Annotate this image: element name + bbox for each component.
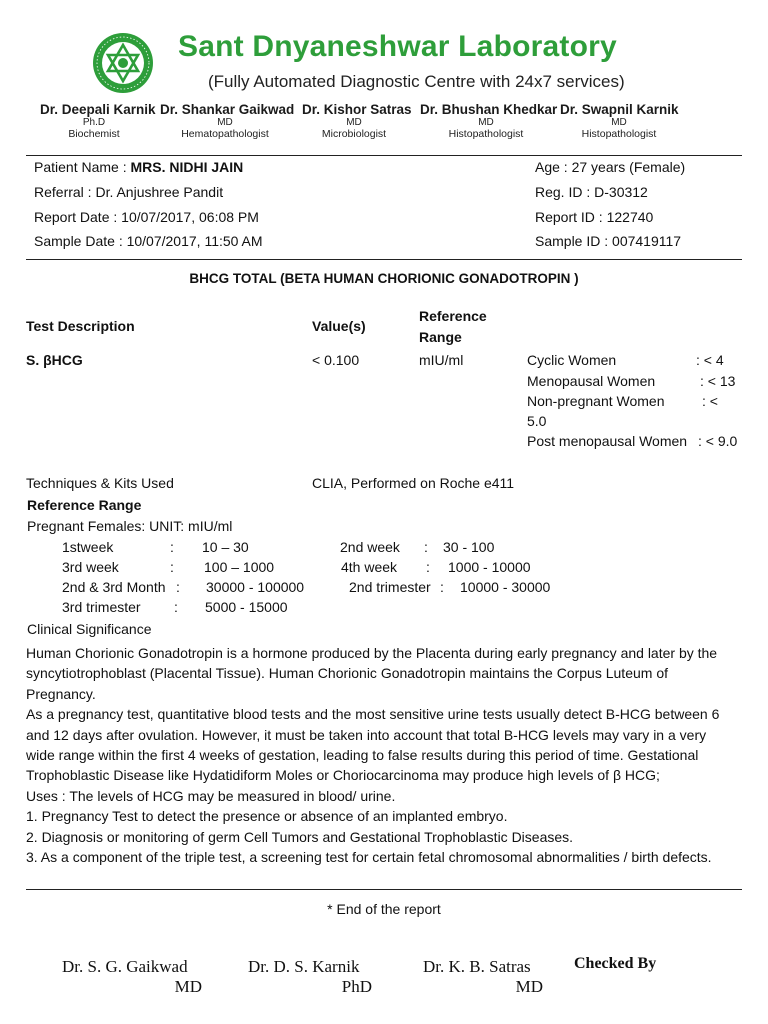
report-title: BHCG TOTAL (BETA HUMAN CHORIONIC GONADOTROPIN ) (189, 271, 579, 286)
doctor-specialty: Histopathologist (448, 128, 524, 140)
range-value: 30000 - 100000 (206, 579, 305, 595)
doctor-name: Dr. Shankar Gaikwad (160, 102, 295, 117)
clinical-line: As a pregnancy test, quantitative blood tests and the most sensitive urine tests usually detect B-HCG between 6 (26, 706, 720, 723)
ref-value-cyclic: : < 4 (696, 352, 724, 368)
signature-satras (423, 957, 547, 997)
range-value: 1000 - 10000 (448, 559, 531, 575)
range-sep: : (170, 559, 174, 575)
test-value: < 0.100 (312, 352, 360, 368)
ref-value-non-pregnant: : < (702, 393, 718, 409)
range-label: 2nd week (340, 539, 400, 555)
col-values: Value(s) (312, 318, 366, 334)
patient-divider (26, 259, 742, 260)
col-reference-2: Range (419, 329, 462, 345)
ref-value-post-menopausal: : < 9.0 (698, 433, 738, 449)
signature-qualification: MD (515, 977, 543, 996)
lab-name: Sant Dnyaneshwar Laboratory (178, 30, 617, 63)
reference-range-heading: Reference Range (27, 497, 142, 513)
doctor-qualification: MD (478, 117, 494, 128)
ref-label-non-pregnant: Non-pregnant Women (527, 393, 665, 409)
doctor-name: Dr. Deepali Karnik (40, 102, 156, 117)
doctor-name: Dr. Kishor Satras (302, 102, 412, 117)
clinical-line: 1. Pregnancy Test to detect the presence or absence of an implanted embryo. (26, 808, 508, 825)
doctor-specialty: Biochemist (68, 128, 120, 140)
patient-name-value: MRS. NIDHI JAIN (130, 159, 244, 175)
signature-qualification: PhD (341, 977, 372, 996)
referral: Referral : Dr. Anjushree Pandit (34, 184, 224, 200)
sample-date: Sample Date : 10/07/2017, 11:50 AM (34, 233, 263, 249)
col-test-description: Test Description (26, 318, 135, 334)
doctor-1 (40, 102, 156, 140)
clinical-line: 2. Diagnosis or monitoring of germ Cell Tumors and Gestational Trophoblastic Diseases. (26, 828, 574, 845)
clinical-line: Trophoblastic Disease like Hydatidiform Moles or Choriocarcinoma may produce high levels of β HCG; (26, 767, 660, 784)
patient-name (34, 159, 243, 175)
patient-age: Age : 27 years (Female) (535, 159, 686, 175)
ref-value-menopausal: : < 13 (700, 373, 736, 389)
clinical-line: wide range within the first 4 weeks of gestation, leading to false results during this period of time. Gestational (26, 747, 699, 764)
range-sep: : (170, 539, 174, 555)
doctor-qualification: Ph.D (82, 117, 106, 128)
range-sep: : (174, 599, 178, 615)
footer-divider (26, 889, 742, 890)
clinical-line: syncytiotrophoblast (Placental Tissue). Human Chorionic Gonadotropin maintains the Corpus Luteum of (26, 665, 668, 682)
range-value: 10 – 30 (202, 539, 249, 555)
clinical-line: Pregnancy. (26, 685, 96, 702)
lab-logo (92, 32, 154, 94)
range-label: 3rd week (62, 559, 119, 575)
clinical-line: and 12 days after ovulation. However, it must be taken into account that total B-HCG levels may vary in a very (26, 726, 707, 743)
range-label: 4th week (341, 559, 398, 575)
range-sep: : (176, 579, 180, 595)
range-value: 10000 - 30000 (460, 579, 551, 595)
signature-name: Dr. S. G. Gaikwad (62, 957, 188, 976)
header-divider (26, 155, 742, 156)
clinical-line: Uses : The levels of HCG may be measured in blood/ urine. (26, 787, 396, 804)
signature-gaikwad (62, 957, 212, 997)
doctor-name: Dr. Swapnil Karnik (560, 102, 679, 117)
doctor-4 (420, 102, 558, 140)
test-unit: mIU/ml (419, 352, 464, 368)
clinical-text (26, 643, 742, 867)
techniques-label: Techniques & Kits Used (26, 475, 174, 491)
range-label: 1stweek (62, 539, 114, 555)
doctor-qualification: MD (611, 117, 627, 128)
doctor-specialty: Histopathologist (581, 128, 657, 140)
reference-range-subheading: Pregnant Females: UNIT: mIU/ml (27, 518, 233, 534)
range-sep: : (426, 559, 430, 575)
range-label: 2nd & 3rd Month (62, 579, 166, 595)
doctor-name: Dr. Bhushan Khedkar (420, 102, 558, 117)
test-name: S. βHCG (26, 352, 83, 368)
range-label: 2nd trimester (349, 579, 431, 595)
clinical-line: 3. As a component of the triple test, a screening test for certain fetal chromosomal abnormalities / birth defects. (26, 849, 712, 866)
ref-value-non-pregnant-cont: 5.0 (527, 413, 547, 429)
doctor-qualification: MD (346, 117, 362, 128)
ref-label-post-menopausal: Post menopausal Women (527, 433, 688, 449)
doctor-specialty: Microbiologist (321, 128, 387, 140)
col-reference-1: Reference (419, 308, 487, 324)
range-sep: : (424, 539, 428, 555)
signature-name: Dr. D. S. Karnik (248, 957, 360, 976)
ref-label-menopausal: Menopausal Women (527, 373, 656, 389)
range-value: 5000 - 15000 (205, 599, 288, 615)
doctor-2 (160, 102, 295, 140)
range-label: 3rd trimester (62, 599, 141, 615)
lab-tagline: (Fully Automated Diagnostic Centre with 24x7 services) (208, 72, 625, 91)
techniques-value: CLIA, Performed on Roche e411 (312, 475, 515, 491)
signature-name: Dr. K. B. Satras (423, 957, 531, 976)
checked-by: Checked By (574, 955, 657, 972)
doctor-5 (560, 102, 678, 140)
report-date: Report Date : 10/07/2017, 06:08 PM (34, 209, 259, 225)
doctor-qualification: MD (217, 117, 233, 128)
range-value: 30 - 100 (443, 539, 495, 555)
patient-name-label: Patient Name : (34, 159, 127, 175)
range-value: 100 – 1000 (204, 559, 275, 575)
signature-qualification: MD (174, 977, 202, 996)
end-of-report: * End of the report (327, 901, 441, 917)
reg-id: Reg. ID : D-30312 (535, 184, 648, 200)
report-id: Report ID : 122740 (535, 209, 654, 225)
signature-karnik (248, 957, 374, 997)
sample-id: Sample ID : 007419117 (535, 233, 682, 249)
doctor-3 (302, 102, 412, 140)
ref-label-cyclic: Cyclic Women (527, 352, 617, 368)
clinical-line: Human Chorionic Gonadotropin is a hormone produced by the Placenta during early pregnancy and later by the (26, 645, 718, 661)
doctor-specialty: Hematopathologist (181, 128, 269, 140)
clinical-heading: Clinical Significance (27, 621, 152, 637)
range-sep: : (440, 579, 444, 595)
